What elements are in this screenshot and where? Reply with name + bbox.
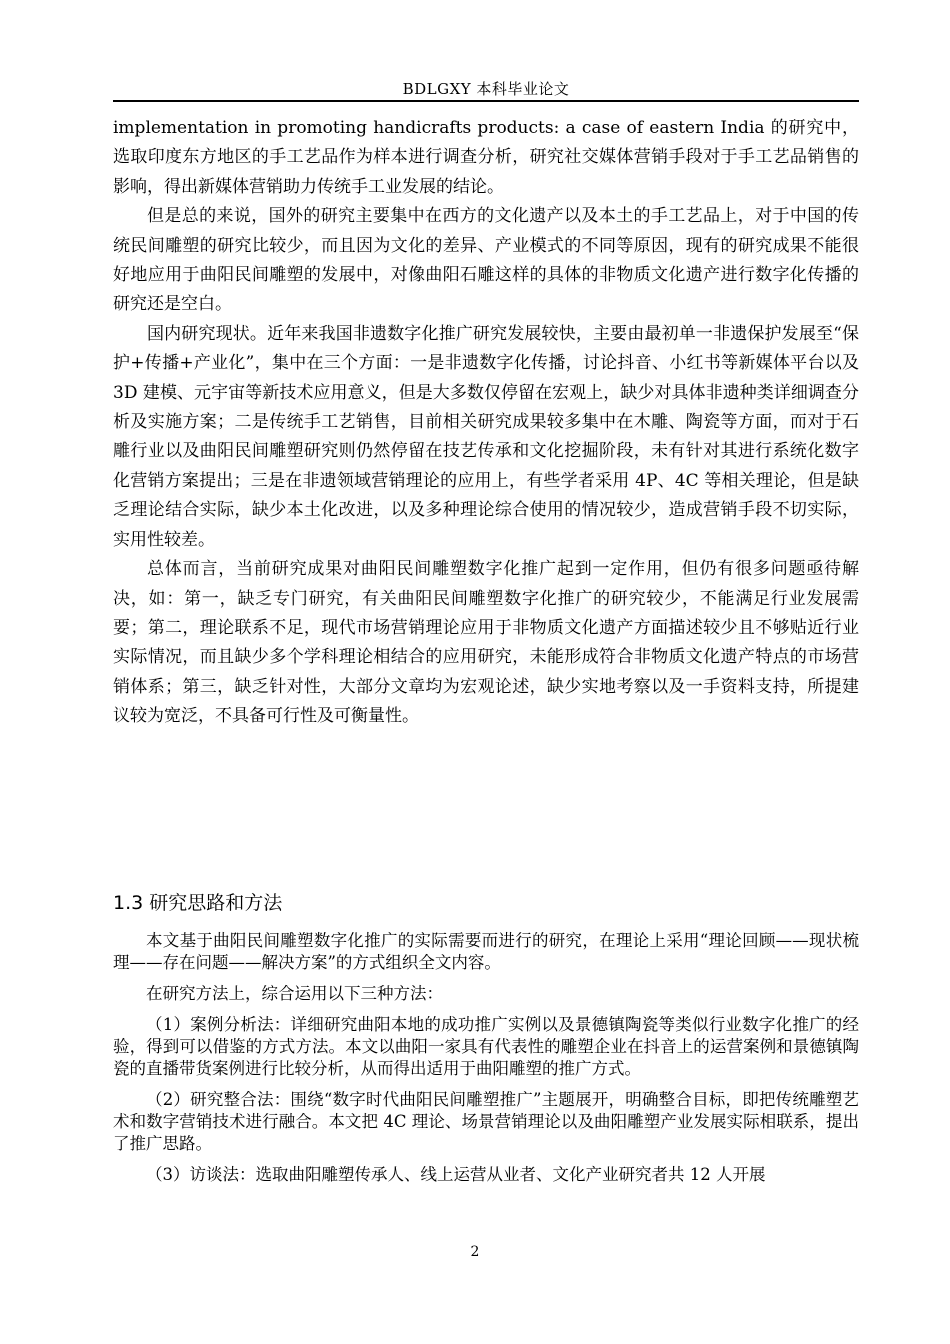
methods-body: [113, 930, 859, 1195]
section-heading-1-3: 1.3 研究思路和方法: [113, 892, 283, 914]
paragraph-method-interview: （3）访谈法：选取曲阳雕塑传承人、线上运营从业者、文化产业研究者共 12 人开展: [146, 1165, 766, 1184]
page-number: 2: [470, 1244, 480, 1260]
paragraph-foreign-study-summary: 但是总的来说，国外的研究主要集中在西方的文化遗产以及本土的手工艺品上，对于中国的传统民间雕塑的研究比较少，而且因为文化的差异、产业模式的不同等原因，现有的研究成果不能很好地应用于曲阳民间雕塑的发展中，对像曲阳石雕这样的具体的非物质文化遗产进行数字化传播的研究还是空白。: [113, 206, 859, 315]
paragraph-methods-intro: 在研究方法上，综合运用以下三种方法：: [146, 984, 443, 1003]
paragraph-overall-assessment: 总体而言，当前研究成果对曲阳民间雕塑数字化推广起到一定作用，但仍有很多问题亟待解决，如：第一，缺乏专门研究，有关曲阳民间雕塑数字化推广的研究较少，不能满足行业发展需要；第二，理论联系不足，现代市场营销理论应用于非物质文化遗产方面描述较少且不够贴近行业实际情况，而且缺少多个学科理论相结合的应用研究，未能形成符合非物质文化遗产特点的市场营销体系；第三，缺乏针对性，大部分文章均为宏观论述，缺少实地考察以及一手资料支持，所提建议较为宽泛，不具备可行性及可衡量性。: [113, 559, 859, 727]
paragraph-domestic-status: 国内研究现状。近年来我国非遗数字化推广研究发展较快，主要由最初单一非遗保护发展至“保护+传播+产业化”，集中在三个方面：一是非遗数字化传播，讨论抖音、小红书等新媒体平台以及 3D 建模、元宇宙等新技术应用意义，但是大多数仅停留在宏观上，缺少对具体非遗种类详细调查分析及实施方案；二是传统手工艺销售，目前相关研究成果较多集中在木雕、陶瓷等方面，而对于石雕行业以及曲阳民间雕塑研究则仍然停留在技艺传承和文化挖掘阶段，未有针对其进行系统化数字化营销方案提出；三是在非遗领域营销理论的应用上，有些学者采用 4P、4C 等相关理论，但是缺乏理论结合实际，缺少本土化改进，以及多种理论综合使用的情况较少，造成营销手段不切实际，实用性较差。: [113, 323, 859, 550]
literature-review-body: [113, 114, 859, 732]
paragraph-method-integration: （2）研究整合法：围绕“数字时代曲阳民间雕塑推广”主题展开，明确整合目标，即把传统雕塑艺术和数字营销技术进行融合。本文把 4C 理论、场景营销理论以及曲阳雕塑产业发展实际相联系，提出了推广思路。: [113, 1090, 859, 1153]
paragraph-foreign-study-conclusion: implementation in promoting handicrafts products: a case of eastern India 的研究中，选取印度东方地区的手工艺品作为样本进行调查分析，研究社交媒体营销手段对于手工艺品销售的影响，得出新媒体营销助力传统手工业发展的结论。: [113, 118, 859, 197]
header-rule: [113, 100, 859, 102]
paragraph-method-case-analysis: （1）案例分析法：详细研究曲阳本地的成功推广实例以及景德镇陶瓷等类似行业数字化推广的经验，得到可以借鉴的方式方法。本文以曲阳一家具有代表性的雕塑企业在抖音上的运营案例和景德镇陶瓷的直播带货案例进行比较分析，从而得出适用于曲阳雕塑的推广方式。: [113, 1015, 859, 1078]
paragraph-research-approach: 本文基于曲阳民间雕塑数字化推广的实际需要而进行的研究，在理论上采用“理论回顾——现状梳理——存在问题——解决方案”的方式组织全文内容。: [113, 931, 859, 972]
running-header: BDLGXY 本科毕业论文: [402, 80, 570, 98]
